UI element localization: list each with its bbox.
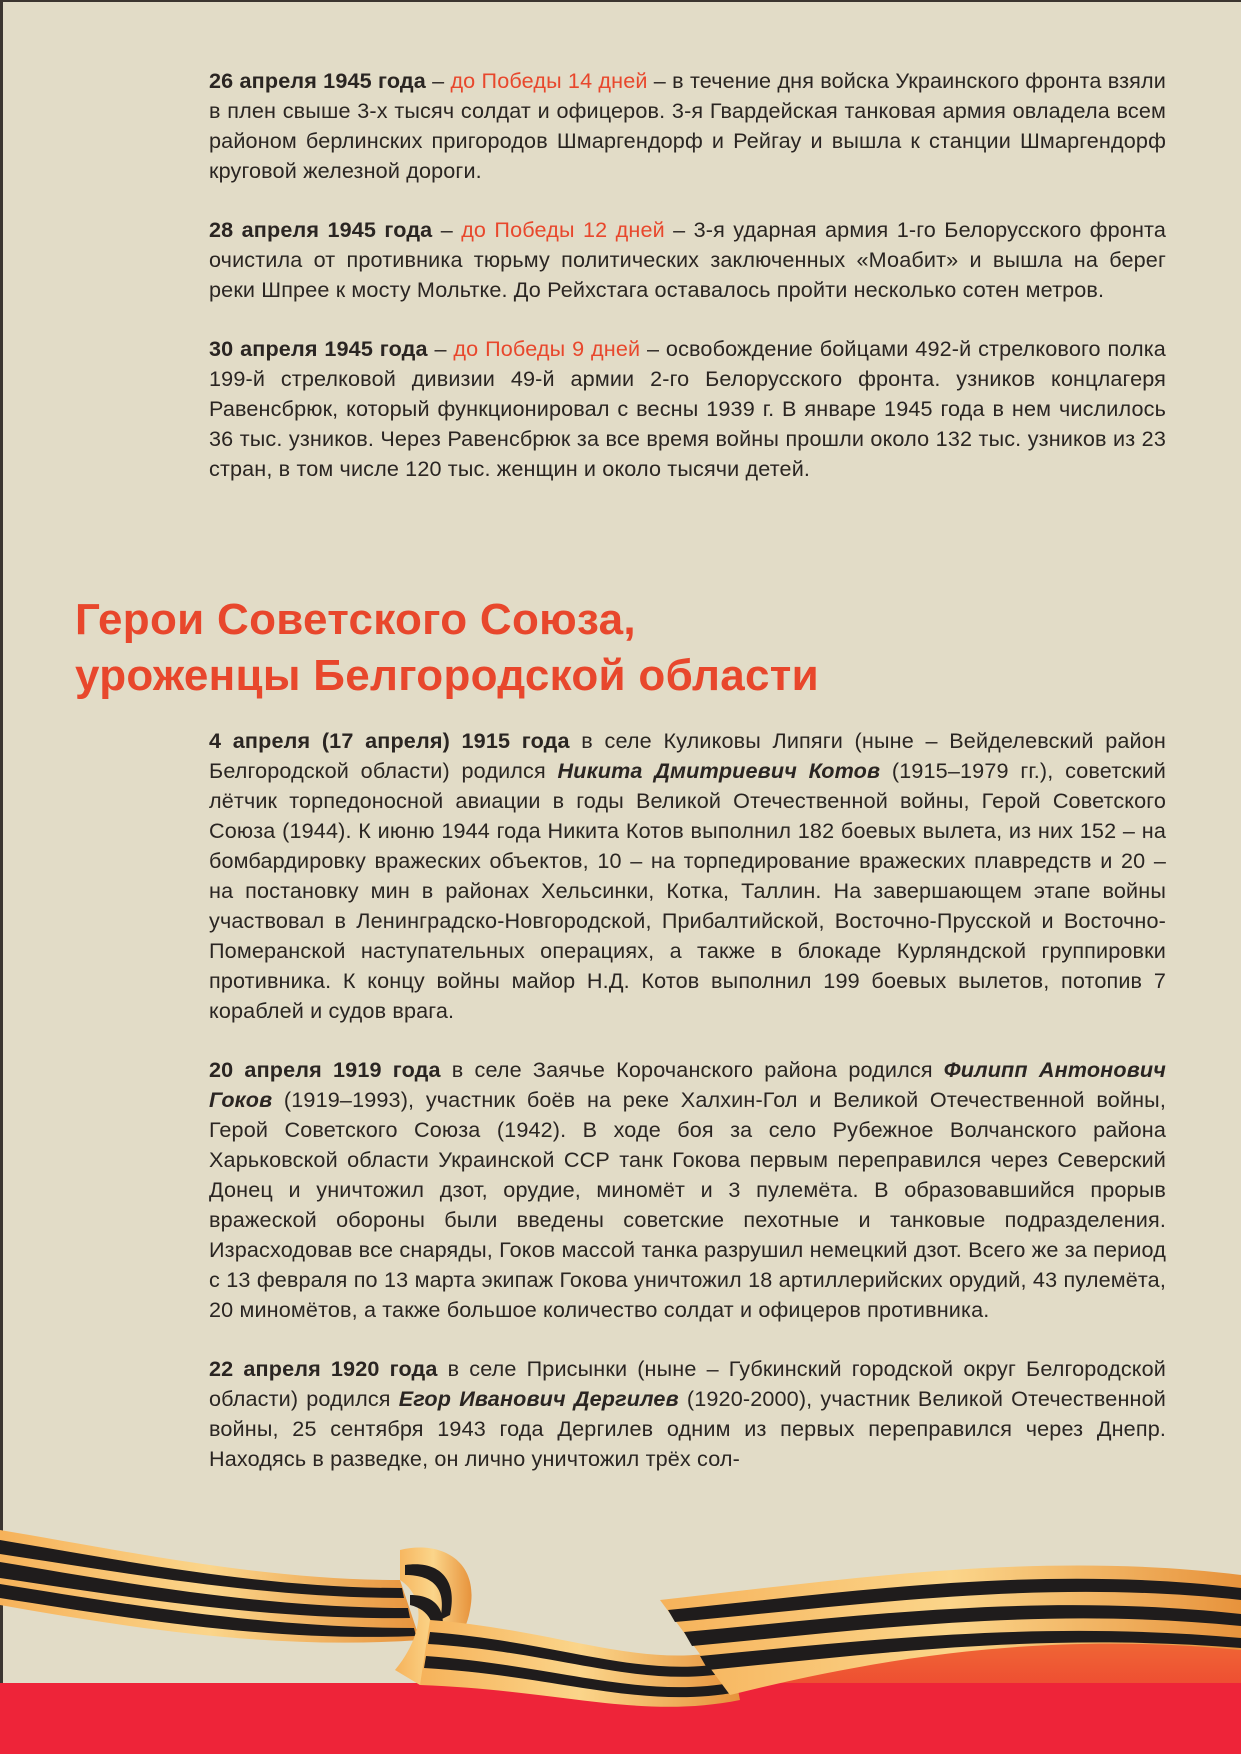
- page-frame-top: [0, 0, 1241, 2]
- hero-paragraph: 20 апреля 1919 года в селе Заячье Корочанского района родился Филипп Антонович Гоков (1919–1993), участник боёв на реке Халхин-Гол и Великой Отечественной войны, Герой Советского Союза (1942). В ходе боя за село Рубежное Волчанского района Харьковской области Украинской ССР танк Гокова первым переправился через Северский Донец и уничтожил дзот, орудие, миномёт и 3 пулемёта. В образовавшийся прорыв вражеской обороны были введены советские пехотные и танковые подразделения. Израсходовав все снаряды, Гоков массой танка разрушил немецкий дзот. Всего же за период с 13 февраля по 13 марта экипаж Гокова уничтожил 18 артиллерийских орудий, 43 пулемёта, 20 миномётов, а также большое количество солдат и офицеров противника.: [209, 1057, 1166, 1322]
- hero-paragraph: 22 апреля 1920 года в селе Присынки (ныне – Губкинский городской округ Белгородской области) родился Егор Иванович Дергилев (1920-2000), участник Великой Отечественной войны, 25 сентября 1943 года Дергилев одним из первых переправился через Днепр. Находясь в разведке, он лично уничтожил трёх сол-: [209, 1356, 1166, 1471]
- hero-birth-date: 4 апреля (17 апреля) 1915 года: [209, 728, 570, 753]
- event-text: – освобождение бойцами 492-й стрелкового полка 199-й стрелковой дивизии 49-й армии 2-го Белорусского фронта. узников концлагеря Равенсбрюк, который функционировал с весны 1939 г. В январе 1945 года в нем числилось 36 тыс. узников. Через Равенсбрюк за все время войны прошли около 132 тыс. узников из 23 стран, в том числе 120 тыс. женщин и около тысячи детей.: [209, 336, 1166, 481]
- event-date: 30 апреля 1945 года: [209, 336, 428, 361]
- events-1945-section: [209, 66, 1166, 513]
- event-text: – в течение дня войска Украинского фронта взяли в плен свыше 3-х тысяч солдат и офицеров. 3-я Гвардейская танковая армия овладела всем районом берлинских пригородов Шмаргендорф и Рейгау и вышла к станции Шмаргендорф круговой железной дороги.: [209, 68, 1166, 183]
- event-paragraph: 30 апреля 1945 года – до Победы 9 дней – освобождение бойцами 492-й стрелкового полка 199-й стрелковой дивизии 49-й армии 2-го Белорусского фронта. узников концлагеря Равенсбрюк, который функционировал с весны 1939 г. В январе 1945 года в нем числилось 36 тыс. узников. Через Равенсбрюк за все время войны прошли около 132 тыс. узников из 23 стран, в том числе 120 тыс. женщин и около тысячи детей.: [209, 336, 1166, 481]
- st-george-ribbon-footer: [0, 1520, 1241, 1754]
- hero-name: Егор Иванович Дергилев: [398, 1386, 679, 1411]
- event-paragraph: 28 апреля 1945 года – до Победы 12 дней – 3-я ударная армия 1-го Белорусского фронта очистила от противника тюрьму политических заключенных «Моабит» и вышла на берег реки Шпрее к мосту Мольтке. До Рейхстага оставалось пройти несколько сотен метров.: [209, 217, 1166, 302]
- page-frame-left: [0, 0, 3, 1754]
- event-countdown: до Победы 9 дней: [453, 336, 641, 361]
- event-countdown: до Победы 12 дней: [461, 217, 665, 242]
- heroes-section: [209, 726, 1166, 1503]
- event-date: 28 апреля 1945 года: [209, 217, 433, 242]
- event-text: – 3-я ударная армия 1-го Белорусского фронта очистила от противника тюрьму политических заключенных «Моабит» и вышла на берег реки Шпрее к мосту Мольтке. До Рейхстага оставалось пройти несколько сотен метров.: [209, 217, 1166, 302]
- heading-line-1: Герои Советского Союза,: [75, 595, 636, 644]
- heading-line-2: уроженцы Белгородской области: [75, 651, 819, 700]
- ribbon-left: [0, 1530, 420, 1643]
- event-date: 26 апреля 1945 года: [209, 68, 426, 93]
- hero-name: Никита Дмитриевич Котов: [557, 758, 881, 783]
- hero-paragraph: 4 апреля (17 апреля) 1915 года в селе Куликовы Липяги (ныне – Вейделевский район Белгородской области) родился Никита Дмитриевич Котов (1915–1979 гг.), советский лётчик торпедоносной авиации в годы Великой Отечественной войны, Герой Советского Союза (1944). К июню 1944 года Никита Котов выполнил 182 боевых вылета, из них 152 – на бомбардировку вражеских объектов, 10 – на торпедирование вражеских плавредств и 20 – на постановку мин в районах Хельсинки, Котка, Таллин. На завершающем этапе войны участвовал в Ленинградско-Новгородской, Прибалтийской, Восточно-Прусской и Восточно-Померанской наступательных операциях, а также в блокаде Курляндской группировки противника. К концу войны майор Н.Д. Котов выполнил 199 боевых вылетов, потопив 7 кораблей и судов врага.: [209, 728, 1166, 1023]
- section-heading: [75, 592, 1175, 704]
- hero-birth-date: 20 апреля 1919 года: [209, 1057, 441, 1082]
- hero-birth-date: 22 апреля 1920 года: [209, 1356, 438, 1381]
- hero-name: Филипп Антонович Гоков: [209, 1057, 1166, 1112]
- event-paragraph: 26 апреля 1945 года – до Победы 14 дней – в течение дня войска Украинского фронта взяли в плен свыше 3-х тысяч солдат и офицеров. 3-я Гвардейская танковая армия овладела всем районом берлинских пригородов Шмаргендорф и Рейгау и вышла к станции Шмаргендорф круговой железной дороги.: [209, 68, 1166, 183]
- event-countdown: до Победы 14 дней: [450, 68, 648, 93]
